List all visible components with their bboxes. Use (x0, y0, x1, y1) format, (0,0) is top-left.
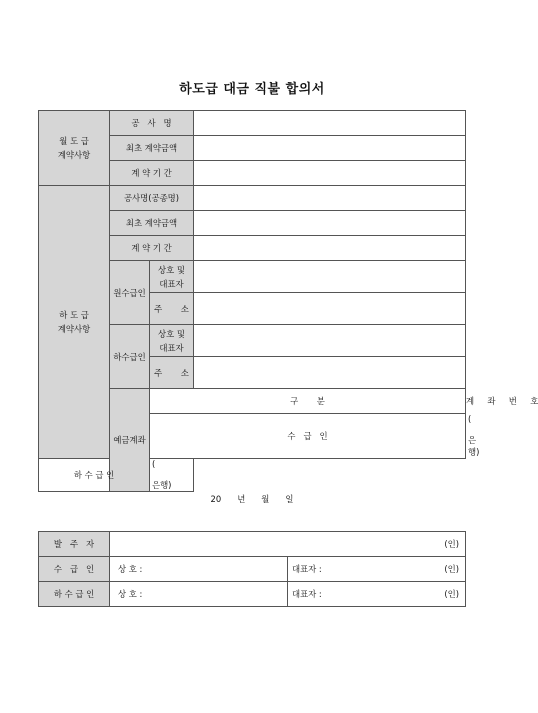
label-initial-contract-amount: 최초 계약금액 (110, 136, 194, 161)
section-sub-header-line2: 계약사항 (57, 324, 91, 334)
field-sub-name-ceo[interactable] (194, 325, 466, 357)
label-sub-initial-amount: 최초 계약금액 (110, 211, 194, 236)
field-sub-address[interactable] (194, 357, 466, 389)
field-project-name[interactable] (194, 111, 466, 136)
label-subcontractor-company: 상 호 : (118, 589, 143, 599)
date-year: 20 (210, 494, 222, 504)
bank-suffix: 은행) (468, 435, 480, 457)
label-sub-contract-period: 계 약 기 간 (110, 236, 194, 261)
label-sub-address: 주 소 (150, 357, 194, 389)
label-subcontractor: 하수급인 (110, 325, 150, 389)
label-bank-contractor: 수 급 인 (150, 414, 466, 459)
seal-contractor: (인) (444, 564, 459, 574)
field-sub-project-name[interactable] (194, 186, 466, 211)
label-category: 구 분 (150, 389, 466, 414)
label-prime-name-ceo (150, 261, 194, 293)
section-sub-header-line1: 하 도 급 (59, 310, 89, 320)
section-prime-header-line1: 월 도 급 (59, 136, 89, 146)
signature-table (38, 531, 466, 607)
field-contract-period[interactable] (194, 161, 466, 186)
field-client[interactable] (110, 532, 466, 557)
label-sign-subcontractor: 하 수 급 인 (39, 582, 110, 607)
field-prime-address[interactable] (194, 293, 466, 325)
label-sub-name-ceo-line1: 상호 및 (158, 328, 185, 339)
bank-suffix: 은행) (152, 480, 172, 490)
date-line (0, 493, 504, 505)
contract-table: 월 도 급 계약사항 공 사 명 최초 계약금액 계 약 기 간 하 도 급 계약사항 공사명(공종명) 최초 계약금액 계 약 기 간 원수급인 상호 및 대표자 주 소 하수급인 상호 및 대표자 주 소 예금계좌 구 분 계 좌 번 호 수 급 인 (은행) 하 수 급 인 (은행) (38, 110, 466, 492)
field-subcontractor-name[interactable] (110, 582, 288, 607)
field-sub-initial-amount[interactable] (194, 211, 466, 236)
seal-subcontractor: (인) (444, 589, 459, 599)
section-subcontract-header (39, 186, 110, 459)
date-month-label: 월 (261, 494, 270, 504)
section-prime-contract-header (39, 111, 110, 186)
date-day-label: 일 (285, 494, 294, 504)
section-bank-account-header: 예금계좌 (110, 389, 150, 492)
bank-paren-open: ( (468, 414, 472, 424)
seal-client: (인) (444, 539, 459, 549)
field-initial-contract-amount[interactable] (194, 136, 466, 161)
section-prime-header-line2: 계약사항 (57, 150, 91, 160)
label-prime-contractor: 원수급인 (110, 261, 150, 325)
label-contractor-company: 상 호 : (118, 564, 143, 574)
label-sub-name-ceo (150, 325, 194, 357)
label-contract-period: 계 약 기 간 (110, 161, 194, 186)
label-prime-name-ceo-line1: 상호 및 (158, 264, 185, 275)
label-sub-name-ceo-line2: 대표자 (159, 342, 184, 353)
label-subcontractor-ceo: 대표자 : (292, 589, 322, 599)
field-contractor-ceo[interactable] (288, 557, 466, 582)
date-year-label: 년 (237, 494, 246, 504)
label-sign-contractor: 수 급 인 (39, 557, 110, 582)
document-title: 하도급 대금 직불 합의서 (179, 82, 325, 97)
label-project-name: 공 사 명 (110, 111, 194, 136)
field-subcontractor-ceo[interactable] (288, 582, 466, 607)
field-prime-name-ceo[interactable] (194, 261, 466, 293)
label-prime-name-ceo-line2: 대표자 (159, 278, 184, 289)
label-prime-address: 주 소 (150, 293, 194, 325)
bank-paren-open: ( (152, 459, 156, 469)
field-sub-contract-period[interactable] (194, 236, 466, 261)
label-sub-project-name: 공사명(공종명) (110, 186, 194, 211)
field-bank-subcontractor[interactable] (150, 459, 194, 492)
label-client: 발 주 자 (39, 532, 110, 557)
label-contractor-ceo: 대표자 : (292, 564, 322, 574)
field-contractor-name[interactable] (110, 557, 288, 582)
label-bank-subcontractor: 하 수 급 인 (39, 459, 150, 492)
